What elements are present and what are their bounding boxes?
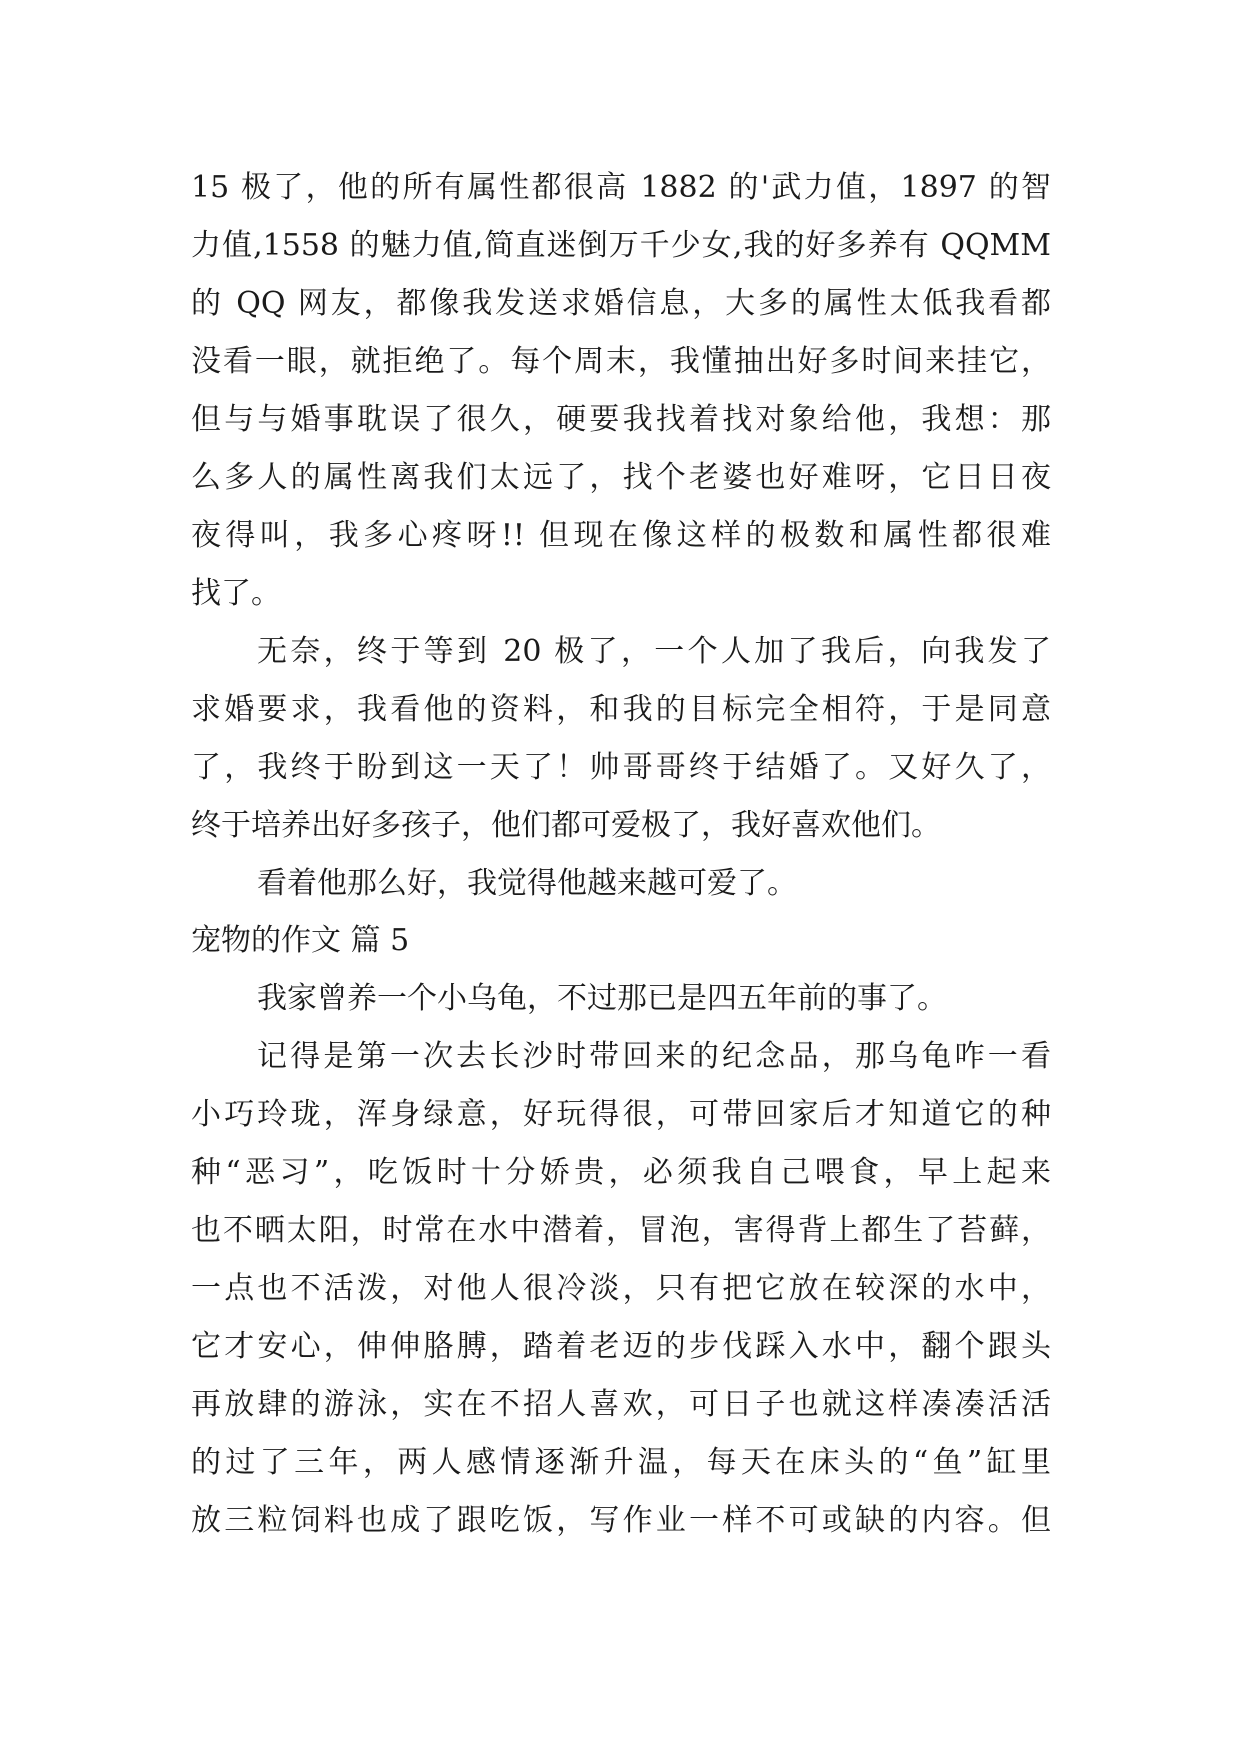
paragraph-line: 了，我终于盼到这一天了！帅哥哥终于结婚了。又好久了， (191, 750, 1051, 785)
paragraph-line: 求婚要求，我看他的资料，和我的目标完全相符，于是同意 (191, 692, 1051, 727)
paragraph-line: 记得是第一次去长沙时带回来的纪念品，那乌龟咋一看 (257, 1039, 1051, 1074)
paragraph-line: 终于培养出好多孩子，他们都可爱极了，我好喜欢他们。 (191, 808, 941, 843)
paragraph-line: 找了。 (191, 576, 281, 611)
paragraph-line: 夜得叫，我多心疼呀!! 但现在像这样的极数和属性都很难 (191, 518, 1051, 553)
paragraph-line: 放三粒饲料也成了跟吃饭，写作业一样不可或缺的内容。但 (191, 1503, 1051, 1538)
paragraph-line: 么多人的属性离我们太远了，找个老婆也好难呀，它日日夜 (191, 460, 1051, 495)
paragraph-line: 力值,1558 的魅力值,简直迷倒万千少女,我的好多养有 QQMM (191, 228, 1051, 263)
paragraph-line: 但与与婚事耽误了很久，硬要我找着找对象给他，我想：那 (191, 402, 1051, 437)
paragraph-line: 也不晒太阳，时常在水中潜着，冒泡，害得背上都生了苔藓， (191, 1213, 1051, 1248)
paragraph-line: 再放肆的游泳，实在不招人喜欢，可日子也就这样凑凑活活 (191, 1387, 1051, 1422)
paragraph-line: 没看一眼，就拒绝了。每个周末，我懂抽出好多时间来挂它， (191, 344, 1051, 379)
paragraph-line: 15 极了，他的所有属性都很高 1882 的'武力值，1897 的智 (191, 170, 1051, 205)
paragraph-line: 小巧玲珑，浑身绿意，好玩得很，可带回家后才知道它的种 (191, 1097, 1051, 1132)
paragraph-line: 种“恶习”，吃饭时十分娇贵，必须我自己喂食，早上起来 (191, 1155, 1051, 1190)
paragraph-line: 的过了三年，两人感情逐渐升温，每天在床头的“鱼”缸里 (191, 1445, 1051, 1480)
paragraph-line: 的 QQ 网友，都像我发送求婚信息，大多的属性太低我看都 (191, 286, 1051, 321)
paragraph-line: 一点也不活泼，对他人很冷淡，只有把它放在较深的水中， (191, 1271, 1051, 1306)
paragraph-line: 我家曾养一个小乌龟，不过那已是四五年前的事了。 (257, 981, 947, 1016)
section-heading: 宠物的作文 篇 5 (191, 923, 410, 958)
paragraph-line: 无奈，终于等到 20 极了，一个人加了我后，向我发了 (257, 634, 1051, 669)
paragraph-line: 它才安心，伸伸胳膊，踏着老迈的步伐踩入水中，翻个跟头 (191, 1329, 1051, 1364)
paragraph-line: 看着他那么好，我觉得他越来越可爱了。 (257, 866, 797, 901)
